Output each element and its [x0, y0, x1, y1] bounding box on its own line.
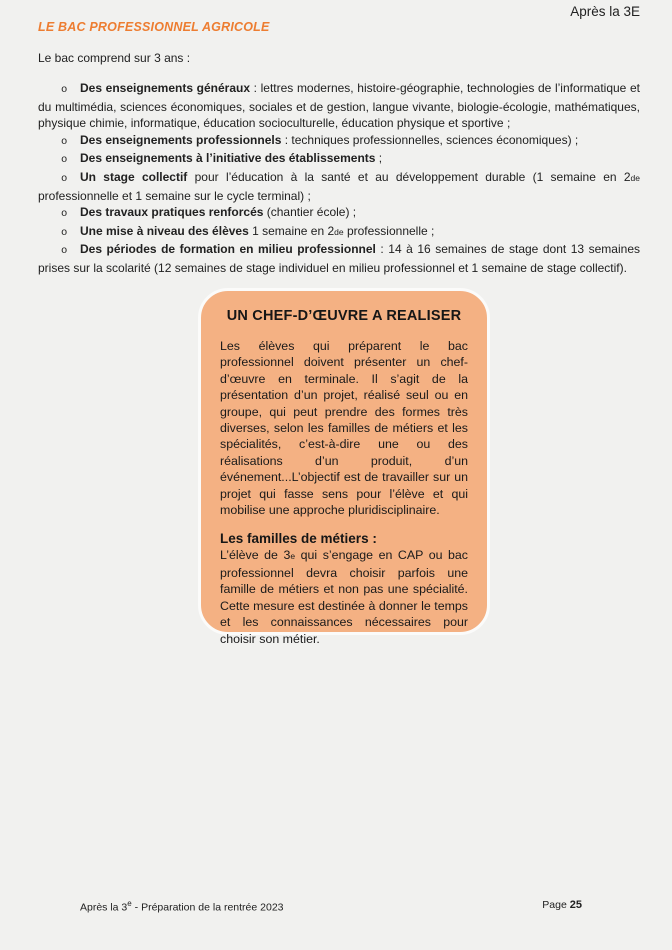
circle-bullet-glyph: o: [61, 135, 68, 148]
text-segment: professionnelle et 1 semaine sur le cycle terminal) ;: [38, 188, 311, 203]
circle-bullet-glyph: o: [61, 84, 68, 96]
footer-document-title: [80, 899, 284, 914]
text-segment: pour l’éducation à la santé et au développement durable (1 semaine en 2: [187, 169, 631, 184]
text-segment: de: [630, 172, 641, 183]
text-segment: - Préparation de la rentrée 2023: [131, 901, 284, 914]
bullet-item: [38, 150, 640, 169]
footer-page-label: Page: [542, 899, 567, 911]
text-segment: professionnelle ;: [343, 223, 435, 238]
text-segment: (chantier école) ;: [263, 205, 357, 220]
circle-bullet-glyph: o: [61, 172, 68, 185]
circle-bullet-glyph: o: [61, 226, 68, 239]
text-segment: Des périodes de formation en milieu professionnel: [80, 242, 376, 257]
text-segment: Des travaux pratiques renforcés: [80, 205, 264, 220]
text-segment: Un stage collectif: [80, 169, 188, 184]
bullet-item: [38, 223, 640, 242]
callout-title: UN CHEF-D’ŒUVRE A REALISER: [226, 308, 462, 324]
text-segment: 1 semaine en 2: [248, 223, 335, 238]
text-segment: de: [334, 226, 344, 237]
bullet-item: [38, 169, 640, 204]
text-segment: qui s’engage en CAP ou bac professionnel devra choisir parfois une famille de métiers et non pas une spécialité. Cette mesure est destinée à donner le temps et les connaissances nécessaires pour choisir son métier.: [220, 548, 469, 646]
text-segment: Une mise à niveau des élèves: [80, 223, 249, 238]
footer-page-number: 25: [569, 899, 582, 911]
callout-paragraph-2: [220, 547, 468, 646]
text-segment: e: [290, 551, 296, 562]
bullet-item: [38, 80, 640, 132]
bullet-item: [38, 132, 640, 151]
bullet-item: [38, 204, 640, 223]
text-segment: Après la 3: [80, 901, 128, 914]
text-segment: Des enseignements généraux: [80, 81, 251, 95]
text-segment: e: [127, 899, 132, 908]
footer-page-indicator: [542, 899, 582, 911]
text-segment: ;: [375, 151, 383, 166]
callout-paragraph-1: Les élèves qui préparent le bac professionnel doivent présenter un chef-d’œuvre en terminale. Il s’agit de la présentation d’un projet, réalisé seul ou en groupe, qui peut prendre des formes très diverses, selon les familles de métiers et les spécialités, c’est-à-dire une ou des réalisations d’un produit, d’un événement...L’objectif est de travailler sur un projet qui fasse sens pour l’élève et qui mobilise une approche pluridisciplinaire.: [220, 339, 468, 518]
circle-bullet-glyph: o: [61, 154, 68, 167]
circle-bullet-glyph: o: [61, 208, 68, 221]
circle-bullet-glyph: o: [61, 245, 68, 258]
bullet-list: [38, 80, 640, 277]
text-segment: Des enseignements professionnels: [80, 132, 282, 147]
text-segment: : techniques professionnelles, sciences économiques) ;: [281, 132, 579, 147]
header-page-tag: Après la 3E: [570, 4, 640, 19]
page-footer: [0, 899, 672, 915]
callout-subtitle: Les familles de métiers :: [220, 531, 377, 547]
text-segment: : 14 à 16 semaines de stage dont 13 semaines prises sur la scolarité (12 semaines de stage individuel en milieu professionnel et 1 semaine de stage collectif).: [38, 242, 640, 275]
text-segment: : lettres modernes, histoire-géographie, technologies de l’informatique et du multimédia, sciences économiques, sociales et de gestion, langue vivante, biologie-écologie, mathématiques, physique chimie, informatique, éducation socioculturelle, éducation physique et sportive ;: [38, 81, 640, 131]
bullet-item: [38, 241, 640, 276]
intro-line: Le bac comprend sur 3 ans :: [38, 51, 191, 65]
text-segment: Des enseignements à l’initiative des établissements: [80, 151, 376, 166]
page-title: LE BAC PROFESSIONNEL AGRICOLE: [38, 20, 270, 34]
text-segment: L’élève de 3: [220, 548, 291, 563]
callout-box: [198, 288, 490, 646]
